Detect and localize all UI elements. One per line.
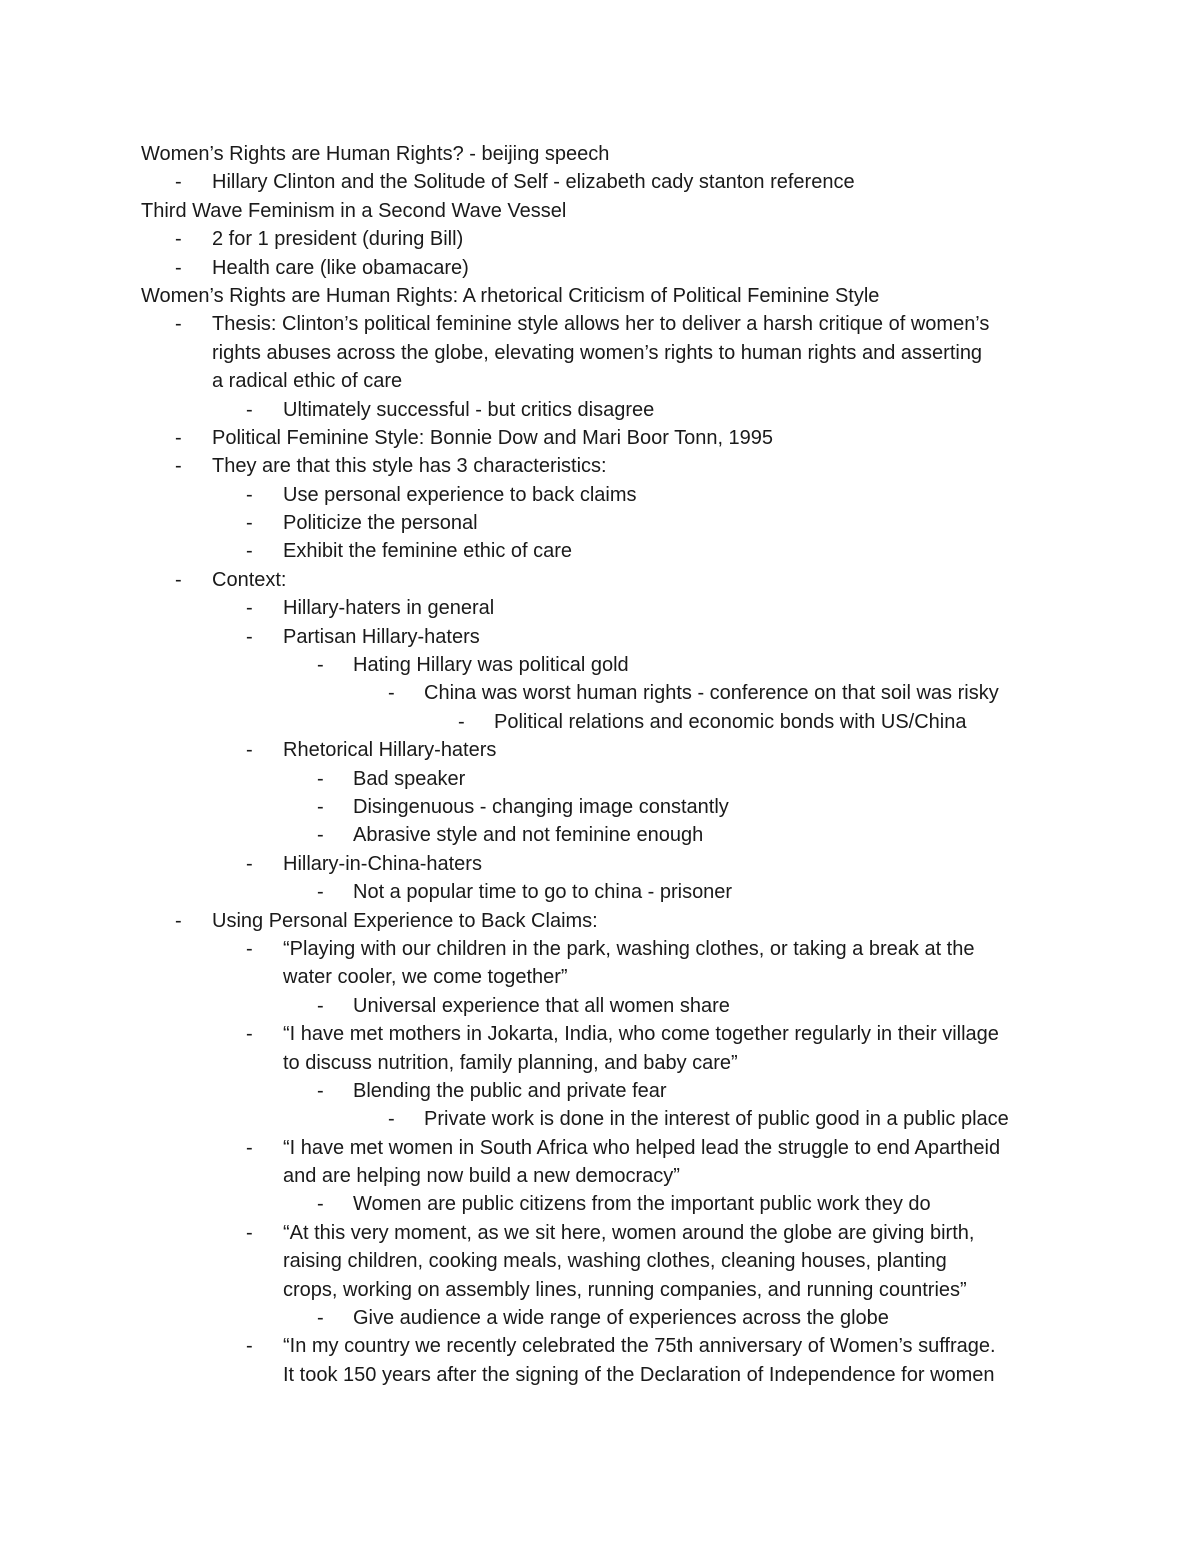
- bullet-dash: -: [317, 1193, 324, 1216]
- outline-line: [0, 907, 1200, 935]
- bullet-dash: -: [246, 483, 253, 506]
- outline-line: [0, 424, 1200, 452]
- outline-line: [0, 339, 1200, 367]
- outline-line: [0, 168, 1200, 196]
- outline-text: Politicize the personal: [283, 512, 478, 535]
- outline-text: Private work is done in the interest of public good in a public place: [424, 1108, 1009, 1131]
- outline-text: 2 for 1 president (during Bill): [212, 228, 464, 251]
- outline-text: Women are public citizens from the important public work they do: [353, 1193, 931, 1216]
- outline-line: [0, 481, 1200, 509]
- outline-line: [0, 594, 1200, 622]
- outline-text: water cooler, we come together”: [283, 966, 568, 989]
- bullet-dash: -: [246, 625, 253, 648]
- bullet-dash: -: [246, 852, 253, 875]
- outline-text: Bad speaker: [353, 767, 466, 790]
- bullet-dash: -: [175, 256, 182, 279]
- outline-line: [0, 1049, 1200, 1077]
- outline-text: rights abuses across the globe, elevating women’s rights to human rights and asserting: [212, 341, 983, 364]
- bullet-dash: -: [388, 682, 395, 705]
- outline-text: raising children, cooking meals, washing clothes, cleaning houses, planting: [283, 1250, 947, 1273]
- outline-text: Third Wave Feminism in a Second Wave Vessel: [141, 199, 567, 222]
- outline-line: [0, 310, 1200, 338]
- outline-text: crops, working on assembly lines, running companies, and running countries”: [283, 1278, 967, 1301]
- outline-text: Political relations and economic bonds with US/China: [494, 710, 967, 733]
- outline-text: Hillary Clinton and the Solitude of Self - elizabeth cady stanton reference: [212, 171, 855, 194]
- outline-line: [0, 566, 1200, 594]
- bullet-dash: -: [317, 654, 324, 677]
- outline-text: “I have met women in South Africa who helped lead the struggle to end Apartheid: [283, 1136, 1001, 1159]
- outline-text: Health care (like obamacare): [212, 256, 469, 279]
- outline-text: Political Feminine Style: Bonnie Dow and Mari Boor Tonn, 1995: [212, 426, 774, 449]
- bullet-dash: -: [246, 398, 253, 421]
- bullet-dash: -: [246, 739, 253, 762]
- outline-text: “Playing with our children in the park, washing clothes, or taking a break at the: [283, 937, 975, 960]
- outline-line: [0, 1276, 1200, 1304]
- outline-line: [0, 1304, 1200, 1332]
- outline-text: Abrasive style and not feminine enough: [353, 824, 704, 847]
- outline-line: [0, 878, 1200, 906]
- outline-text: Context:: [212, 568, 287, 591]
- outline-line: [0, 1105, 1200, 1133]
- outline-text: It took 150 years after the signing of the Declaration of Independence for women: [283, 1363, 995, 1386]
- bullet-dash: -: [175, 568, 182, 591]
- outline-text: and are helping now build a new democracy”: [283, 1165, 680, 1188]
- bullet-dash: -: [246, 540, 253, 563]
- bullet-dash: -: [246, 597, 253, 620]
- bullet-dash: -: [175, 426, 182, 449]
- bullet-dash: -: [246, 1136, 253, 1159]
- bullet-dash: -: [317, 1079, 324, 1102]
- bullet-dash: -: [175, 228, 182, 251]
- outline-text: Hillary-in-China-haters: [283, 852, 482, 875]
- outline-line: [0, 651, 1200, 679]
- bullet-dash: -: [246, 1023, 253, 1046]
- outline-text: Use personal experience to back claims: [283, 483, 637, 506]
- outline-text: Disingenuous - changing image constantly: [353, 795, 729, 818]
- outline-text: to discuss nutrition, family planning, and baby care”: [283, 1051, 738, 1074]
- outline-text: Rhetorical Hillary-haters: [283, 739, 497, 762]
- outline-text: Universal experience that all women share: [353, 994, 730, 1017]
- bullet-dash: -: [246, 1335, 253, 1358]
- outline-line: [0, 1332, 1200, 1360]
- outline-text: Not a popular time to go to china - prisoner: [353, 881, 733, 904]
- outline-line: [0, 254, 1200, 282]
- bullet-dash: -: [317, 795, 324, 818]
- outline-line: [0, 992, 1200, 1020]
- outline-line: [0, 850, 1200, 878]
- outline-line: [0, 1134, 1200, 1162]
- outline-line: [0, 1361, 1200, 1389]
- outline-line: [0, 140, 1200, 168]
- outline-line: [0, 821, 1200, 849]
- outline-line: [0, 623, 1200, 651]
- bullet-dash: -: [175, 909, 182, 932]
- bullet-dash: -: [175, 313, 182, 336]
- outline-line: [0, 282, 1200, 310]
- bullet-dash: -: [246, 1221, 253, 1244]
- outline-line: [0, 736, 1200, 764]
- outline-text: “At this very moment, as we sit here, women around the globe are giving birth,: [283, 1221, 975, 1244]
- outline-text: “In my country we recently celebrated the 75th anniversary of Women’s suffrage.: [283, 1335, 996, 1358]
- outline-line: [0, 1077, 1200, 1105]
- outline-text: Hating Hillary was political gold: [353, 654, 629, 677]
- outline-line: [0, 1219, 1200, 1247]
- outline-line: [0, 537, 1200, 565]
- outline-text: Partisan Hillary-haters: [283, 625, 480, 648]
- outline-line: [0, 935, 1200, 963]
- bullet-dash: -: [317, 994, 324, 1017]
- outline-text: China was worst human rights - conference on that soil was risky: [424, 682, 999, 705]
- outline-line: [0, 708, 1200, 736]
- outline-line: [0, 765, 1200, 793]
- bullet-dash: -: [317, 824, 324, 847]
- outline-line: [0, 679, 1200, 707]
- outline-line: [0, 452, 1200, 480]
- outline-text: Using Personal Experience to Back Claims:: [212, 909, 598, 932]
- bullet-dash: -: [317, 881, 324, 904]
- bullet-dash: -: [246, 512, 253, 535]
- outline-text: Women’s Rights are Human Rights? - beijing speech: [141, 143, 610, 165]
- outline-line: [0, 367, 1200, 395]
- outline-line: [0, 1247, 1200, 1275]
- bullet-dash: -: [246, 937, 253, 960]
- outline-line: [0, 225, 1200, 253]
- bullet-dash: -: [175, 455, 182, 478]
- outline-text: Thesis: Clinton’s political feminine style allows her to deliver a harsh critique of women’s: [212, 313, 990, 336]
- bullet-dash: -: [317, 1307, 324, 1330]
- outline-line: [0, 197, 1200, 225]
- outline-text: Exhibit the feminine ethic of care: [283, 540, 573, 563]
- outline-text: Ultimately successful - but critics disagree: [283, 398, 655, 421]
- outline-text: a radical ethic of care: [212, 370, 403, 393]
- outline-text: “I have met mothers in Jokarta, India, who come together regularly in their village: [283, 1023, 999, 1046]
- outline-line: [0, 793, 1200, 821]
- bullet-dash: -: [458, 710, 465, 733]
- outline-line: [0, 1190, 1200, 1218]
- outline-line: [0, 1162, 1200, 1190]
- outline-text: Women’s Rights are Human Rights: A rhetorical Criticism of Political Feminine Style: [141, 284, 880, 307]
- outline-line: [0, 1020, 1200, 1048]
- outline-text: Hillary-haters in general: [283, 597, 495, 620]
- bullet-dash: -: [317, 767, 324, 790]
- outline-text: They are that this style has 3 characteristics:: [212, 455, 607, 478]
- document-page: [0, 140, 1200, 1389]
- outline-text: Blending the public and private fear: [353, 1079, 667, 1102]
- outline-line: [0, 396, 1200, 424]
- outline-line: [0, 963, 1200, 991]
- outline-line: [0, 509, 1200, 537]
- bullet-dash: -: [175, 171, 182, 194]
- outline-text: Give audience a wide range of experiences across the globe: [353, 1307, 889, 1330]
- bullet-dash: -: [388, 1108, 395, 1131]
